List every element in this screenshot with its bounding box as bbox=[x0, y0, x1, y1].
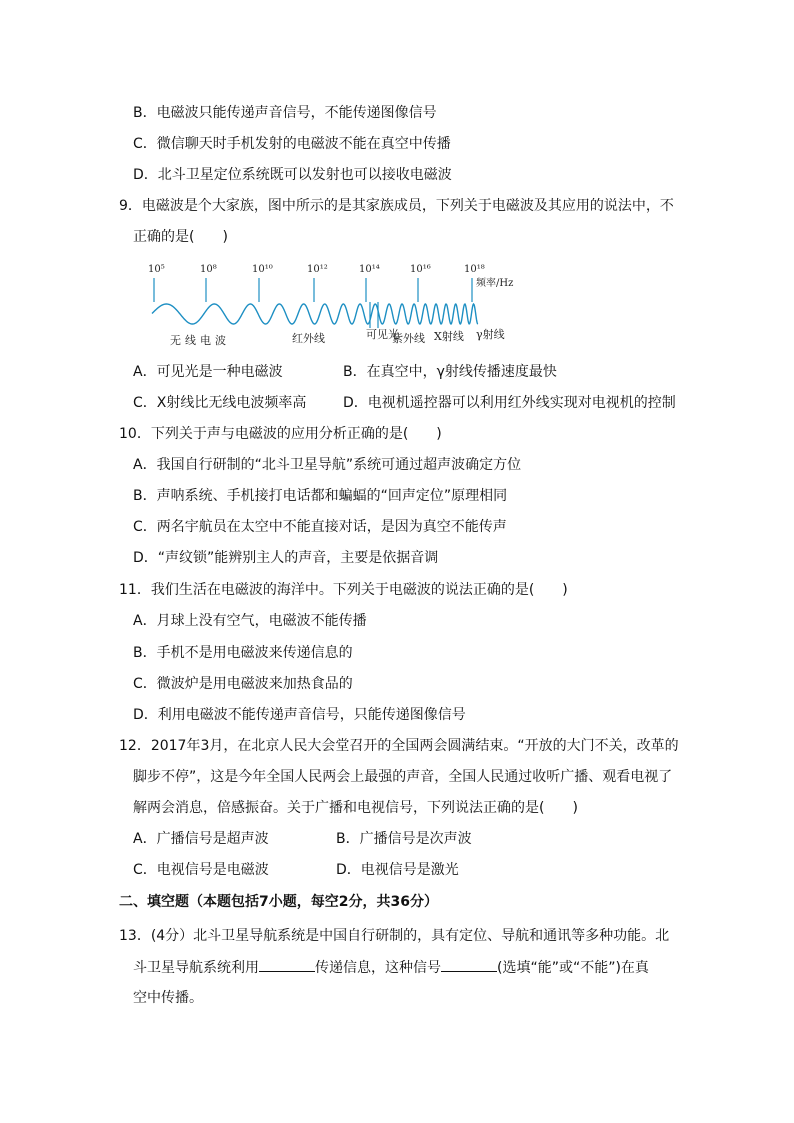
q8-option-b: B．电磁波只能传递声音信号，不能传递图像信号 bbox=[133, 105, 437, 121]
answer-blank-2[interactable] bbox=[441, 957, 497, 972]
q10-stem: 10．下列关于声与电磁波的应用分析正确的是( ) bbox=[119, 426, 442, 442]
band-label-ultraviolet: 紫外线 bbox=[392, 332, 425, 345]
q10-option-c: C．两名宇航员在太空中不能直接对话，是因为真空不能传声 bbox=[133, 519, 507, 535]
section-heading: 二、填空题（本题包括7小题，每空2分，共36分） bbox=[119, 894, 438, 910]
q12-option-a: A．广播信号是超声波 bbox=[133, 831, 269, 847]
q13-line2 bbox=[133, 957, 649, 978]
q12-stem-line1: 12．2017年3月，在北京人民大会堂召开的全国两会圆满结束。“开放的大门不关，改革的 bbox=[119, 738, 679, 754]
q8-option-d: D．北斗卫星定位系统既可以发射也可以接收电磁波 bbox=[133, 167, 452, 183]
band-label-infrared: 红外线 bbox=[292, 332, 325, 345]
tick-label: 10¹⁰ bbox=[252, 264, 273, 275]
tick-label: 10¹⁶ bbox=[410, 264, 431, 275]
q12-option-c: C．电视信号是电磁波 bbox=[133, 862, 269, 878]
q10-option-a: A．我国自行研制的“北斗卫星导航”系统可通过超声波确定方位 bbox=[133, 457, 522, 473]
q9-option-a: A．可见光是一种电磁波 bbox=[133, 364, 283, 380]
q10-option-d: D．“声纹锁”能辨别主人的声音，主要是依据音调 bbox=[133, 550, 439, 566]
tick-lines bbox=[154, 278, 472, 302]
em-spectrum-figure bbox=[146, 258, 536, 350]
q12-stem-line2: 脚步不停”，这是今年全国人民两会上最强的声音，全国人民通过收听广播、观看电视了 bbox=[133, 769, 673, 785]
tick-label: 10¹⁸ bbox=[464, 264, 485, 275]
unit-label: 频率/Hz bbox=[476, 278, 514, 289]
q9-option-d: D．电视机遥控器可以利用红外线实现对电视机的控制 bbox=[343, 395, 676, 411]
band-label-gamma: γ射线 bbox=[476, 328, 505, 341]
q11-option-c: C．微波炉是用电磁波来加热食品的 bbox=[133, 676, 353, 692]
q13-text: 斗卫星导航系统利用 bbox=[133, 960, 259, 976]
wave-curve bbox=[152, 304, 478, 324]
q9-option-b: B．在真空中，γ射线传播速度最快 bbox=[343, 364, 557, 380]
q12-option-d: D．电视信号是激光 bbox=[336, 862, 459, 878]
q11-stem: 11．我们生活在电磁波的海洋中。下列关于电磁波的说法正确的是( ) bbox=[119, 582, 568, 598]
band-label-radio: 无线电波 bbox=[170, 334, 230, 347]
q11-option-d: D．利用电磁波不能传递声音信号，只能传递图像信号 bbox=[133, 707, 466, 723]
tick-label: 10¹⁴ bbox=[359, 264, 380, 275]
tick-label: 10⁵ bbox=[148, 264, 165, 275]
tick-label: 10⁸ bbox=[200, 264, 217, 275]
q13-line3: 空中传播。 bbox=[133, 990, 203, 1006]
q8-option-c: C．微信聊天时手机发射的电磁波不能在真空中传播 bbox=[133, 136, 451, 152]
q11-option-b: B．手机不是用电磁波来传递信息的 bbox=[133, 645, 353, 661]
band-label-visible: 可见光 bbox=[366, 328, 399, 341]
q11-option-a: A．月球上没有空气，电磁波不能传播 bbox=[133, 613, 367, 629]
q9-stem-line1: 9．电磁波是个大家族，图中所示的是其家族成员，下列关于电磁波及其应用的说法中，不 bbox=[119, 198, 674, 214]
answer-blank-1[interactable] bbox=[259, 957, 315, 972]
q9-stem-line2: 正确的是( ) bbox=[133, 229, 228, 245]
q13-text: 传递信息，这种信号 bbox=[315, 960, 441, 976]
q13-line1: 13．(4分）北斗卫星导航系统是中国自行研制的，具有定位、导航和通讯等多种功能。北 bbox=[119, 928, 670, 944]
q9-option-c: C．X射线比无线电波频率高 bbox=[133, 395, 307, 411]
q10-option-b: B．声呐系统、手机接打电话都和蝙蝠的“回声定位”原理相同 bbox=[133, 488, 508, 504]
q12-option-b: B．广播信号是次声波 bbox=[336, 831, 472, 847]
tick-label: 10¹² bbox=[307, 264, 328, 275]
q13-text: (选填“能”或“不能”)在真 bbox=[497, 960, 649, 976]
q12-stem-line3: 解两会消息，倍感振奋。关于广播和电视信号，下列说法正确的是( ) bbox=[133, 800, 578, 816]
band-label-xray: X射线 bbox=[434, 330, 464, 343]
